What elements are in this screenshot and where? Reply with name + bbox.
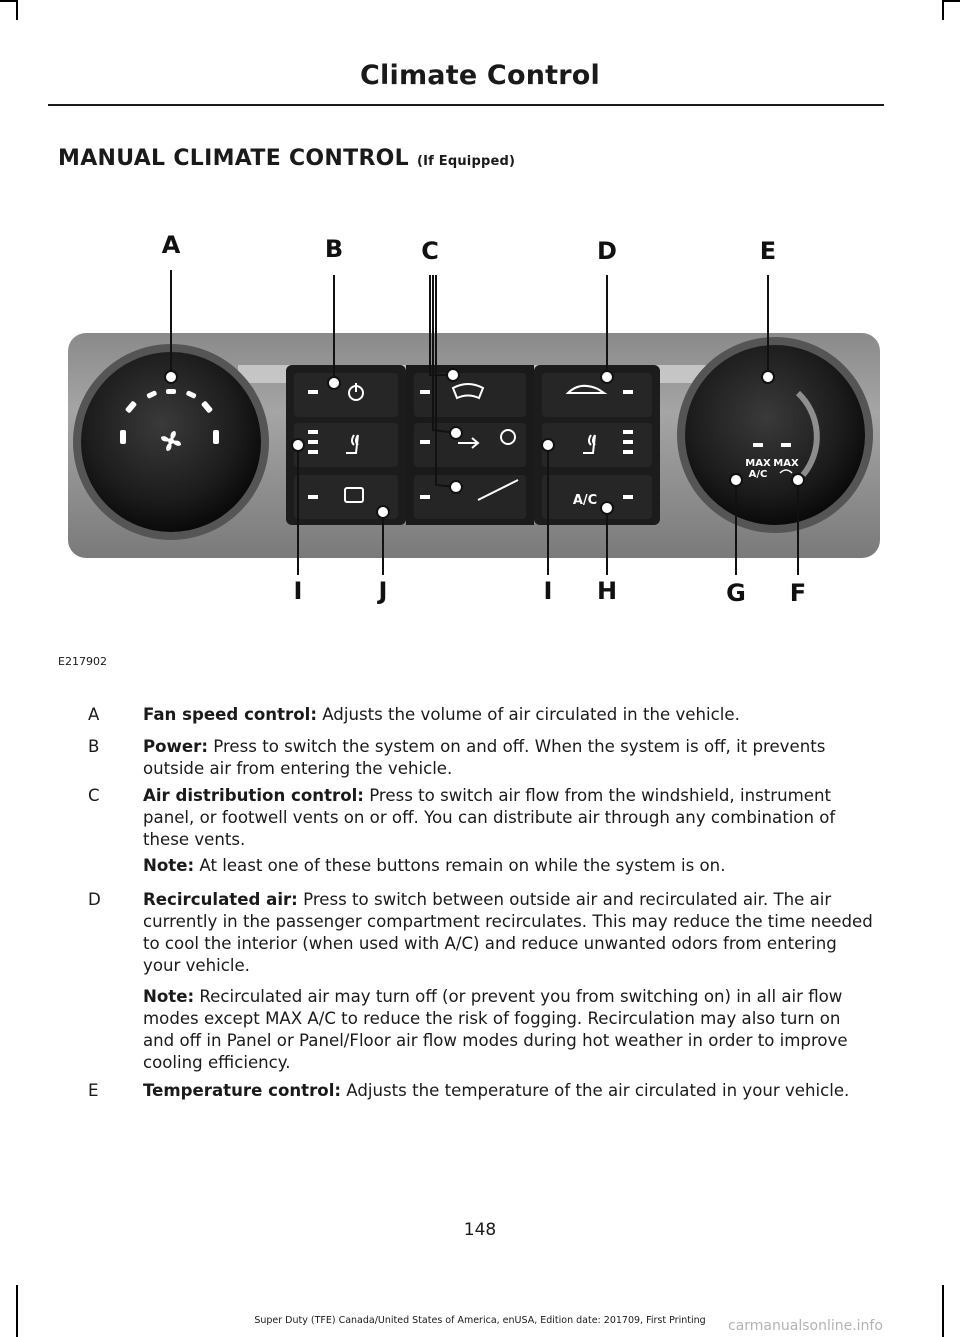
item-term: Power: — [143, 737, 208, 756]
recirc-button — [542, 373, 652, 417]
max-defrost-indicator — [781, 443, 791, 447]
item-letter: B — [88, 737, 100, 756]
note-term: Note: — [143, 856, 195, 875]
item-term: Air distribution control: — [143, 786, 364, 805]
item-letter: C — [88, 786, 100, 805]
heated-seat-right-button — [542, 423, 652, 467]
page-number: 148 — [463, 1220, 497, 1240]
max-ac-sublabel: A/C — [748, 469, 768, 480]
item-body — [143, 704, 873, 726]
note-text: Recirculated air may turn off (or prevent you from switching on) in all air flow modes except MAX A/C to reduce the risk of fogging. Recirculation may also turn on and off in Panel or Panel/Floor air flow modes during hot weather in order to improve cooling efficiency. — [143, 987, 848, 1072]
item-text: Press to switch between outside air and recirculated air. The air currently in the passenger compartment recirculates. This may reduce the time needed to cool the interior (when used with A/C) and reduce unwanted odors from entering your vehicle. — [143, 890, 873, 975]
item-letter: A — [88, 705, 100, 724]
item-letter: D — [88, 890, 101, 909]
crop-mark — [942, 0, 960, 2]
section-title-text: MANUAL CLIMATE CONTROL — [58, 146, 410, 171]
page-footer: Super Duty (TFE) Canada/United States of America, enUSA, Edition date: 201709, First Printing — [254, 1315, 706, 1326]
item-text: Press to switch air flow from the windshield, instrument panel, or footwell vents on or off. You can distribute air through any combination of these vents. — [143, 786, 836, 849]
callout-label-d: D — [597, 237, 617, 265]
temperature-knob — [685, 345, 865, 525]
callout-label-i-left: I — [293, 577, 303, 605]
note-text: At least one of these buttons remain on while the system is on. — [194, 856, 726, 875]
item-body — [143, 1080, 873, 1102]
callout-label-h: H — [596, 577, 618, 605]
max-ac-label: MAX — [745, 458, 771, 469]
callout-label-c: C — [421, 237, 439, 265]
heated-seat-left-button — [294, 423, 398, 467]
callout-label-e: E — [759, 237, 777, 265]
max-defrost-label: MAX — [773, 458, 799, 469]
header-rule — [48, 104, 884, 106]
max-ac-indicator — [753, 443, 763, 447]
page-header-title: Climate Control — [360, 60, 600, 91]
callout-label-g: G — [726, 579, 746, 607]
callout-label-j: J — [378, 577, 388, 605]
crop-mark — [16, 0, 18, 20]
climate-control-figure — [58, 225, 888, 645]
note — [143, 986, 873, 1074]
callout-label-b: B — [324, 235, 344, 263]
watermark-link[interactable]: carmanualsonline.info — [728, 1318, 883, 1334]
item-term: Temperature control: — [143, 1081, 342, 1100]
section-title — [58, 146, 515, 171]
crop-mark — [16, 1285, 18, 1337]
crop-mark — [942, 0, 944, 20]
item-text: Adjusts the temperature of the air circulated in your vehicle. — [341, 1081, 850, 1100]
floor-vent-button — [414, 475, 526, 519]
item-letter: E — [88, 1081, 99, 1100]
callout-label-a: A — [161, 231, 181, 259]
ac-button-label: A/C — [572, 493, 598, 508]
callout-label-f: F — [789, 579, 807, 607]
item-body — [143, 736, 873, 780]
item-text: Adjusts the volume of air circulated in the vehicle. — [316, 705, 740, 724]
section-title-qualifier: (If Equipped) — [416, 154, 516, 169]
item-text: Press to switch the system on and off. When the system is off, it prevents outside air from entering the vehicle. — [143, 737, 826, 778]
item-term: Recirculated air: — [143, 890, 298, 909]
item-body — [143, 785, 873, 851]
callout-label-i-right: I — [543, 577, 553, 605]
item-body — [143, 889, 873, 977]
power-button — [294, 373, 398, 417]
crop-mark — [942, 1285, 944, 1337]
note — [143, 855, 873, 877]
item-term: Fan speed control: — [143, 705, 317, 724]
figure-id: E217902 — [58, 655, 107, 668]
note-term: Note: — [143, 987, 195, 1006]
